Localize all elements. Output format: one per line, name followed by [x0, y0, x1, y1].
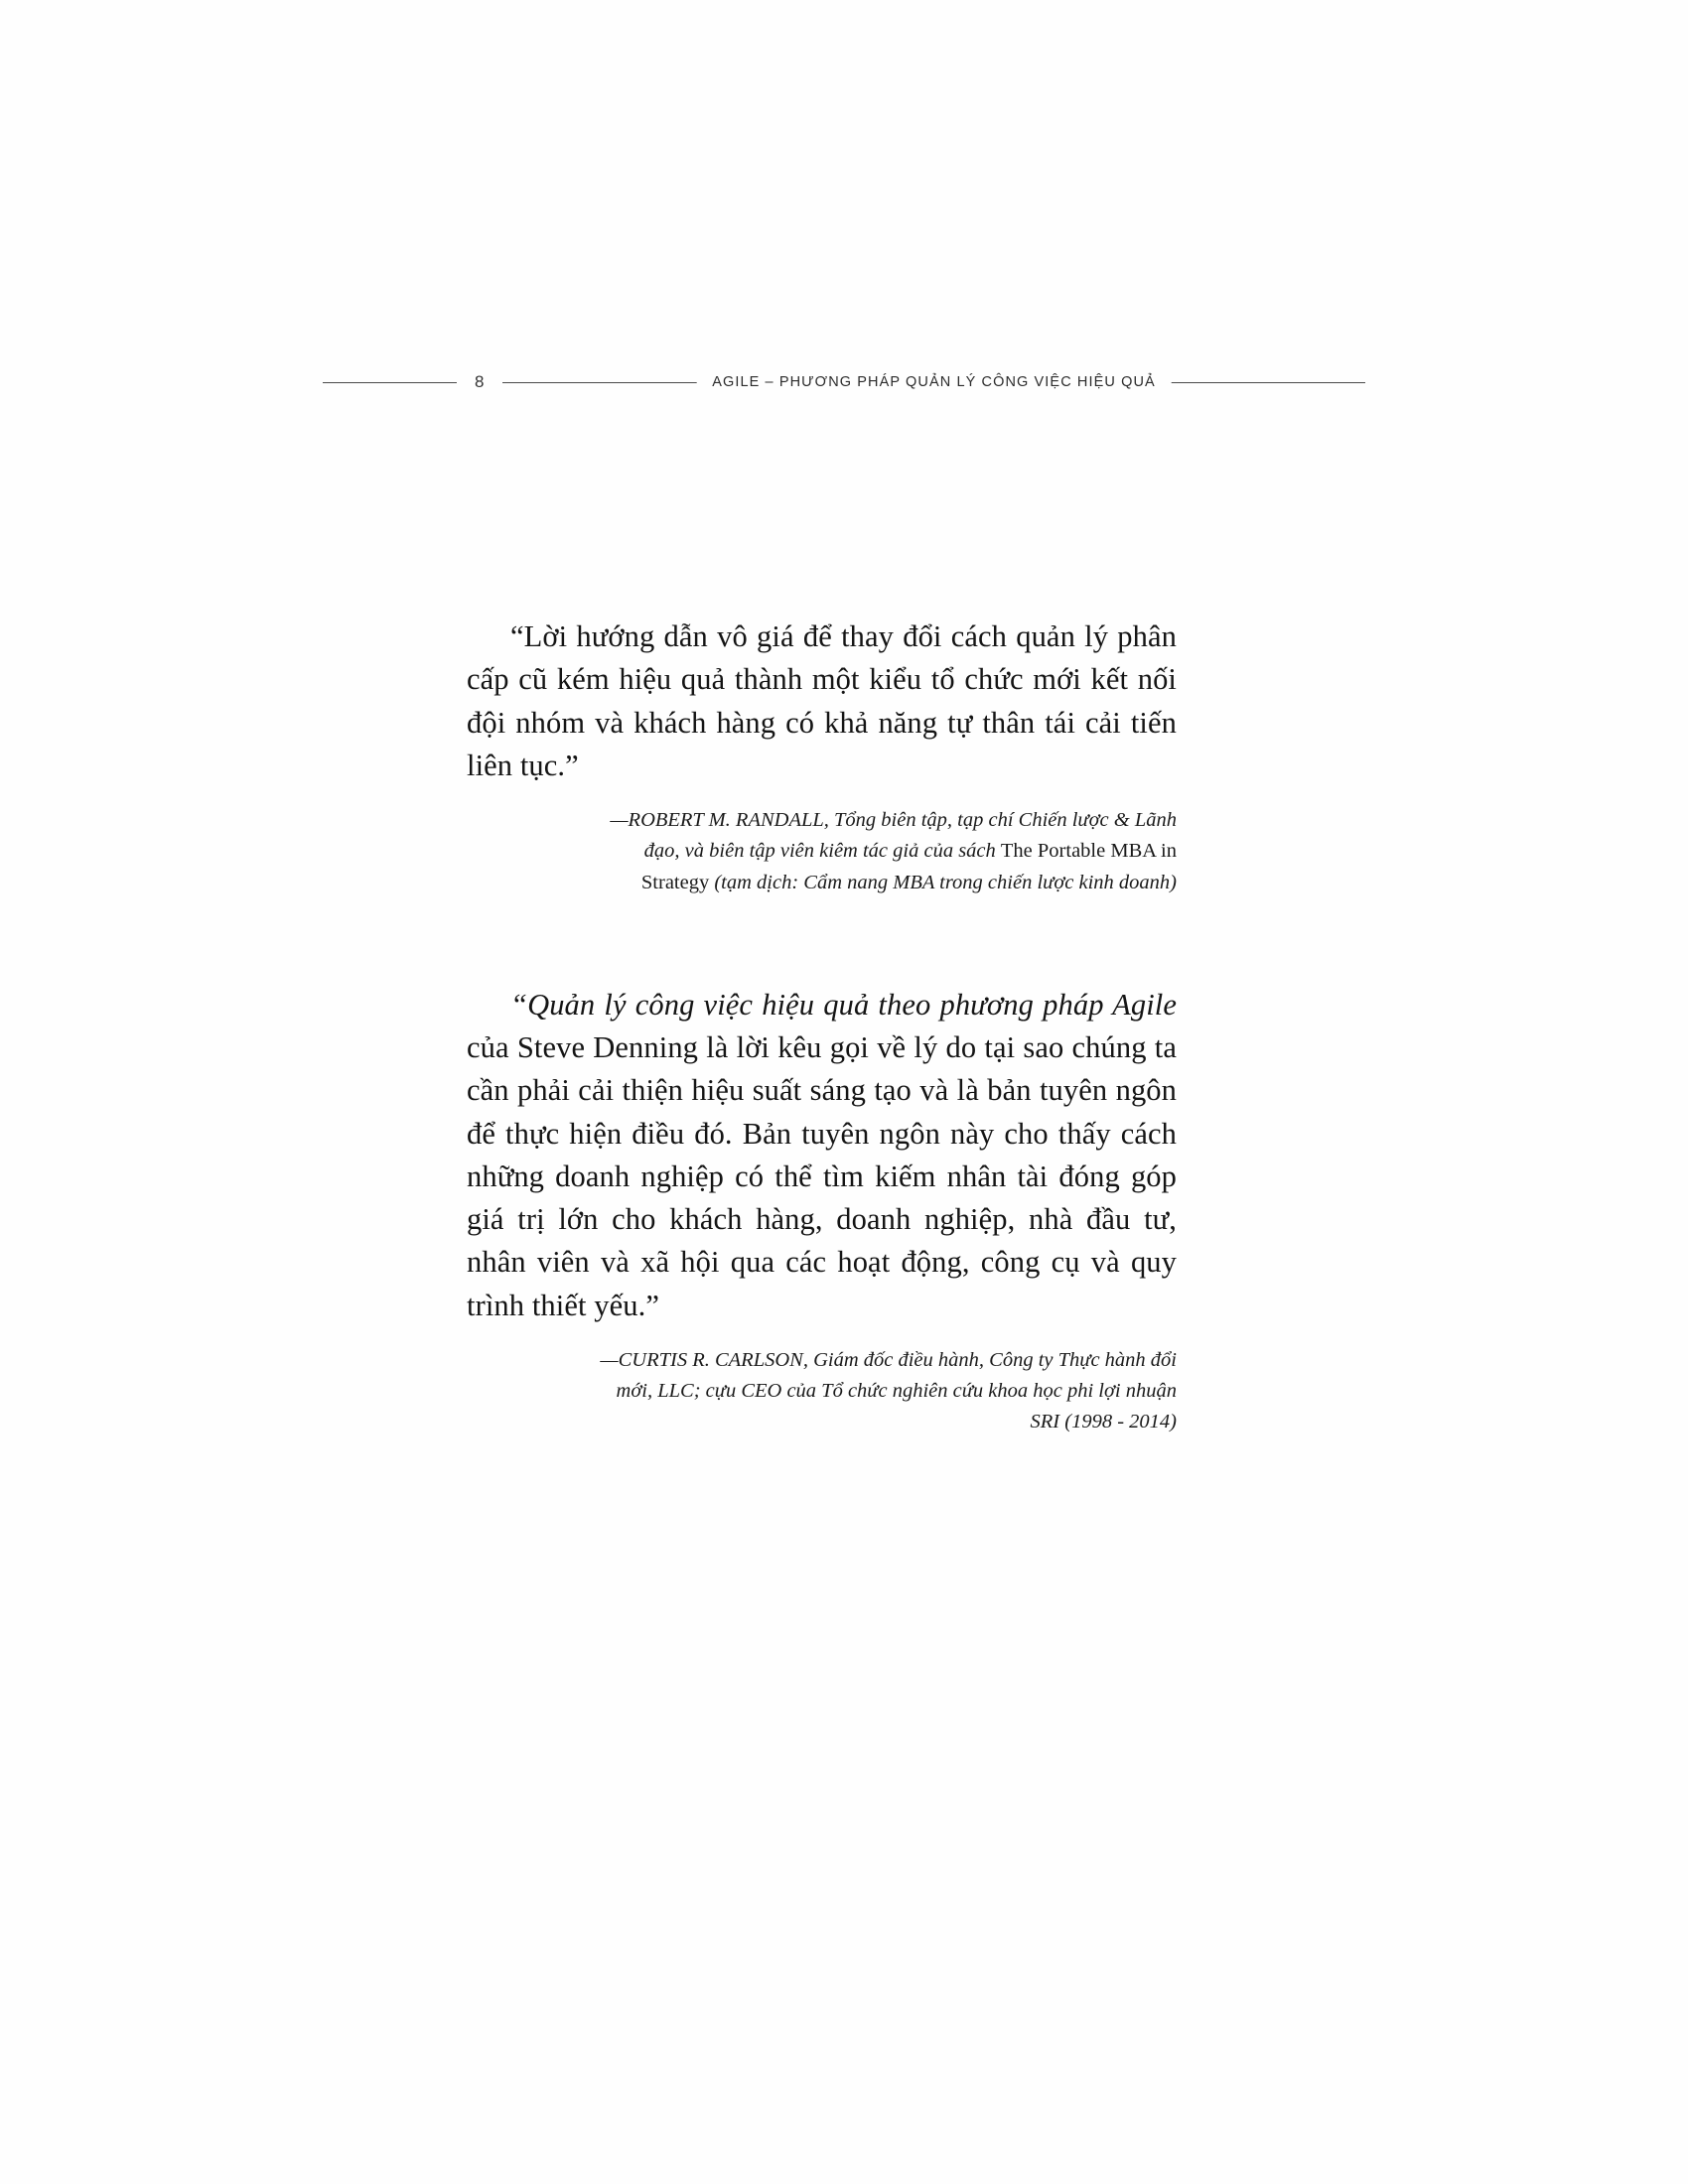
- page-content: [467, 615, 1177, 1524]
- attribution-text: —CURTIS R. CARLSON, Giám đốc điều hành, Công ty Thực hành đổi mới, LLC; cựu CEO của Tổ chức nghiên cứu khoa học phi lợi nhuận SRI (1998 - 2014): [600, 1349, 1177, 1433]
- quote-block-carlson: [467, 984, 1177, 1438]
- quote-attribution: [467, 805, 1177, 897]
- attribution-part-roman: The Portable MBA in Strategy: [640, 840, 1177, 893]
- attribution-part-italic-2: (tạm dịch: Cẩm nang MBA trong chiến lược kinh doanh): [714, 871, 1177, 893]
- page-number: 8: [475, 372, 485, 391]
- quote-lead-italic: “Quản lý công việc hiệu quả theo phương pháp Agile: [510, 987, 1177, 1022]
- attribution-part-italic-1: —ROBERT M. RANDALL, Tổng biên tập, tạp chí Chiến lược & Lãnh đạo, và biên tập viên kiêm tác giả của sách: [610, 809, 1177, 863]
- running-header: [323, 367, 1365, 397]
- quote-body: của Steve Denning là lời kêu gọi về lý do tại sao chúng ta cần phải cải thiện hiệu suất sáng tạo và là bản tuyên ngôn để thực hiện điều đó. Bản tuyên ngôn này cho thấy cách những doanh nghiệp có thể tìm kiếm nhân tài đóng góp giá trị lớn cho khách hàng, doanh nghiệp, nhà đầu tư, nhân viên và xã hội qua các hoạt động, công cụ và quy trình thiết yếu.”: [467, 1029, 1177, 1322]
- quote-block-randall: [467, 615, 1177, 898]
- header-rule-left: [323, 382, 457, 383]
- quote-attribution: [467, 1345, 1177, 1437]
- quote-text: “Lời hướng dẫn vô giá để thay đổi cách quản lý phân cấp cũ kém hiệu quả thành một kiểu tổ chức mới kết nối đội nhóm và khách hàng có khả năng tự thân tái cải tiến liên tục.”: [467, 619, 1177, 782]
- book-title-header: AGILE – PHƯƠNG PHÁP QUẢN LÝ CÔNG VIỆC HIỆU QUẢ: [696, 371, 1172, 393]
- quote-text: [467, 984, 1177, 1327]
- header-title-group: [502, 371, 1365, 393]
